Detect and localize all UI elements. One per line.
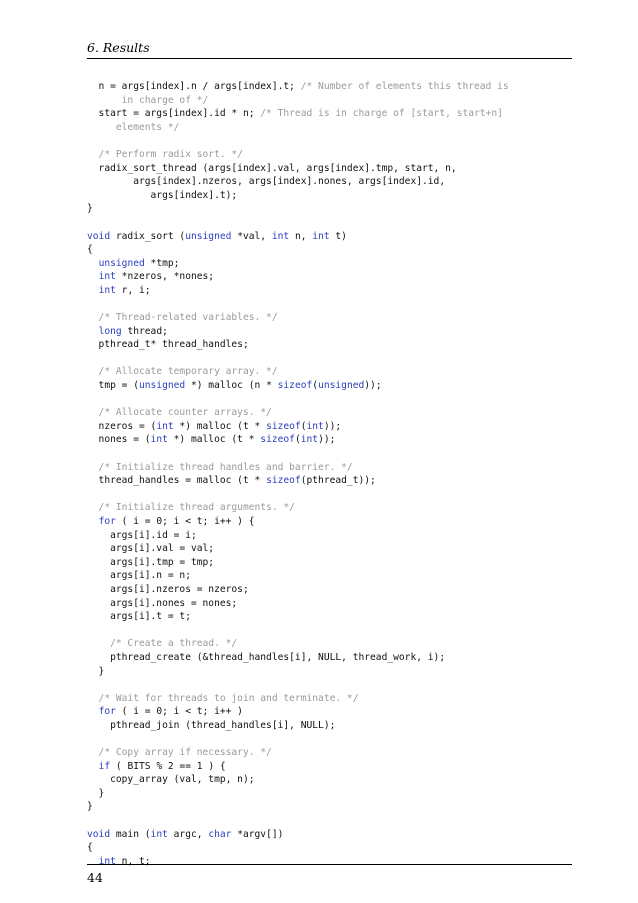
code-line <box>87 107 572 121</box>
code-text: args[i].nzeros = nzeros; <box>87 583 249 595</box>
code-text: args[i].id = i; <box>87 529 197 541</box>
code-text <box>87 706 99 717</box>
code-line <box>87 311 572 325</box>
code-comment: in charge of */ <box>87 94 209 106</box>
code-line <box>87 420 572 434</box>
code-text: args[i].t = t; <box>87 611 191 623</box>
code-line <box>87 148 572 162</box>
header-rule <box>87 58 572 59</box>
code-line <box>87 379 572 393</box>
page-number: 44 <box>87 870 103 885</box>
code-text: (pthread_t)); <box>300 475 376 487</box>
code-text <box>87 761 99 772</box>
code-line <box>87 393 572 407</box>
code-keyword: void <box>87 230 111 242</box>
code-comment: /* Initialize thread handles and barrier. */ <box>87 461 353 473</box>
code-text: args[index].t); <box>87 189 238 201</box>
code-keyword: char <box>208 828 232 840</box>
code-keyword: sizeof <box>266 420 301 432</box>
code-line <box>87 257 572 271</box>
code-line <box>87 474 572 488</box>
code-text: *val, <box>231 230 272 242</box>
code-line <box>87 665 572 679</box>
code-line <box>87 569 572 583</box>
code-line <box>87 800 572 814</box>
code-text <box>87 856 99 867</box>
code-line <box>87 760 572 774</box>
code-keyword: int <box>98 271 116 283</box>
code-line <box>87 678 572 692</box>
code-comment: /* Thread is in charge of [start, start+n] <box>260 108 503 120</box>
code-line <box>87 230 572 244</box>
code-line <box>87 121 572 135</box>
code-text: args[i].nones = nones; <box>87 597 238 609</box>
code-text: )); <box>364 380 382 392</box>
code-line <box>87 134 572 148</box>
code-line <box>87 447 572 461</box>
code-text <box>87 271 99 282</box>
code-text: } <box>87 787 105 799</box>
code-text: args[index].nzeros, args[index].nones, args[index].id, <box>87 176 446 188</box>
code-line <box>87 461 572 475</box>
code-line <box>87 325 572 339</box>
code-comment: /* Copy array if necessary. */ <box>87 747 272 759</box>
code-keyword: int <box>300 434 319 446</box>
code-keyword: long <box>98 325 122 337</box>
code-comment: /* Thread-related variables. */ <box>87 312 278 324</box>
code-line <box>87 175 572 189</box>
code-line <box>87 338 572 352</box>
code-comment: /* Perform radix sort. */ <box>87 148 243 160</box>
code-line <box>87 216 572 230</box>
code-comment: /* Number of elements this thread is <box>300 81 509 92</box>
code-keyword: void <box>87 828 111 840</box>
code-line <box>87 352 572 366</box>
code-text: { <box>87 244 93 256</box>
code-line <box>87 651 572 665</box>
code-line <box>87 597 572 611</box>
code-text: copy_array (val, tmp, n); <box>87 774 255 786</box>
code-line <box>87 488 572 502</box>
code-line <box>87 94 572 108</box>
code-text: thread_handles = malloc (t * <box>87 475 267 487</box>
code-line <box>87 433 572 447</box>
code-text: } <box>87 665 105 677</box>
code-keyword: for <box>98 706 116 718</box>
code-comment: /* Create a thread. */ <box>87 638 238 650</box>
code-text: pthread_join (thread_handles[i], NULL); <box>87 719 336 731</box>
code-line <box>87 746 572 760</box>
code-text: *) malloc (t * <box>167 434 261 446</box>
code-text: r, i; <box>115 284 151 296</box>
code-text: *tmp; <box>144 257 180 269</box>
code-text: } <box>87 203 93 215</box>
code-line <box>87 80 572 94</box>
code-text: ( BITS % 2 == 1 ) { <box>110 760 226 772</box>
code-text: ( <box>312 380 319 392</box>
code-text: *nzeros, *nones; <box>115 271 215 283</box>
code-line <box>87 787 572 801</box>
code-text: argc, <box>167 828 209 840</box>
code-text: *) malloc (t * <box>173 420 267 432</box>
code-text: main ( <box>110 828 151 840</box>
code-line <box>87 298 572 312</box>
code-line <box>87 814 572 828</box>
code-line <box>87 243 572 257</box>
code-text: *) malloc (n * <box>185 380 278 392</box>
code-text: thread; <box>121 325 168 337</box>
footer-rule <box>87 864 572 865</box>
code-text: n = args[index].n / args[index].t; <box>87 81 301 92</box>
code-text: radix_sort_thread (args[index].val, args[index].tmp, start, n, <box>87 162 457 174</box>
code-text: args[i].n = n; <box>87 570 191 582</box>
code-text: ( <box>294 434 301 446</box>
code-text: ( <box>300 420 307 432</box>
code-line <box>87 828 572 842</box>
code-line <box>87 637 572 651</box>
code-keyword: int <box>98 284 116 296</box>
code-line <box>87 270 572 284</box>
code-keyword: int <box>306 420 324 432</box>
code-line <box>87 773 572 787</box>
code-line <box>87 719 572 733</box>
code-line <box>87 189 572 203</box>
code-text: args[i].val = val; <box>87 543 215 555</box>
code-keyword: int <box>98 855 116 867</box>
code-keyword: unsigned <box>318 380 365 392</box>
code-comment: /* Allocate temporary array. */ <box>87 366 278 378</box>
code-comment: /* Allocate counter arrays. */ <box>87 407 272 419</box>
code-text: n, <box>289 230 313 242</box>
code-text <box>87 285 99 296</box>
code-line <box>87 542 572 556</box>
code-line <box>87 733 572 747</box>
code-line <box>87 556 572 570</box>
code-keyword: unsigned <box>98 257 145 269</box>
code-keyword: int <box>150 828 168 840</box>
code-text: n, t; <box>115 855 151 867</box>
code-text: )); <box>323 420 342 432</box>
code-keyword: unsigned <box>185 230 232 242</box>
code-line <box>87 529 572 543</box>
code-keyword: unsigned <box>138 380 186 392</box>
code-keyword: int <box>271 230 290 242</box>
code-text: nones = ( <box>87 434 151 446</box>
running-header: 6. Results <box>87 40 150 55</box>
code-line <box>87 202 572 216</box>
code-keyword: if <box>98 760 111 772</box>
code-line <box>87 162 572 176</box>
code-text: args[i].tmp = tmp; <box>87 556 215 568</box>
code-line <box>87 855 572 869</box>
code-keyword: int <box>312 230 330 242</box>
code-line <box>87 841 572 855</box>
code-comment: /* Initialize thread arguments. */ <box>87 502 295 514</box>
code-keyword: sizeof <box>277 380 313 392</box>
code-keyword: for <box>98 516 116 527</box>
code-text: radix_sort ( <box>110 230 186 242</box>
code-line <box>87 515 572 529</box>
code-text: { <box>87 842 93 854</box>
code-line <box>87 365 572 379</box>
code-text: start = args[index].id * n; <box>87 108 261 120</box>
code-keyword: sizeof <box>266 475 301 487</box>
code-line <box>87 624 572 638</box>
code-text: *argv[]) <box>231 828 284 840</box>
code-line <box>87 284 572 298</box>
code-text: ( i = 0; i < t; i++ ) { <box>115 516 255 527</box>
code-comment: elements */ <box>87 121 180 133</box>
code-keyword: sizeof <box>260 434 295 446</box>
code-line <box>87 406 572 420</box>
code-text: pthread_t* thread_handles; <box>87 339 249 351</box>
code-line <box>87 705 572 719</box>
code-text: tmp = ( <box>87 380 139 392</box>
code-text <box>87 326 99 337</box>
code-text: } <box>87 801 93 813</box>
code-text: pthread_create (&thread_handles[i], NULL, thread_work, i); <box>87 651 446 663</box>
code-line <box>87 501 572 515</box>
code-comment: /* Wait for threads to join and terminate. */ <box>87 692 359 704</box>
code-line <box>87 610 572 624</box>
code-text <box>87 258 99 269</box>
code-text: )); <box>318 434 336 446</box>
code-line <box>87 692 572 706</box>
code-keyword: int <box>156 420 174 432</box>
code-line <box>87 583 572 597</box>
code-text <box>87 516 99 527</box>
code-text: nzeros = ( <box>87 420 157 432</box>
code-keyword: int <box>150 434 168 446</box>
code-listing <box>87 80 572 868</box>
code-text: ( i = 0; i < t; i++ ) <box>115 706 243 718</box>
code-text: t) <box>329 230 347 242</box>
